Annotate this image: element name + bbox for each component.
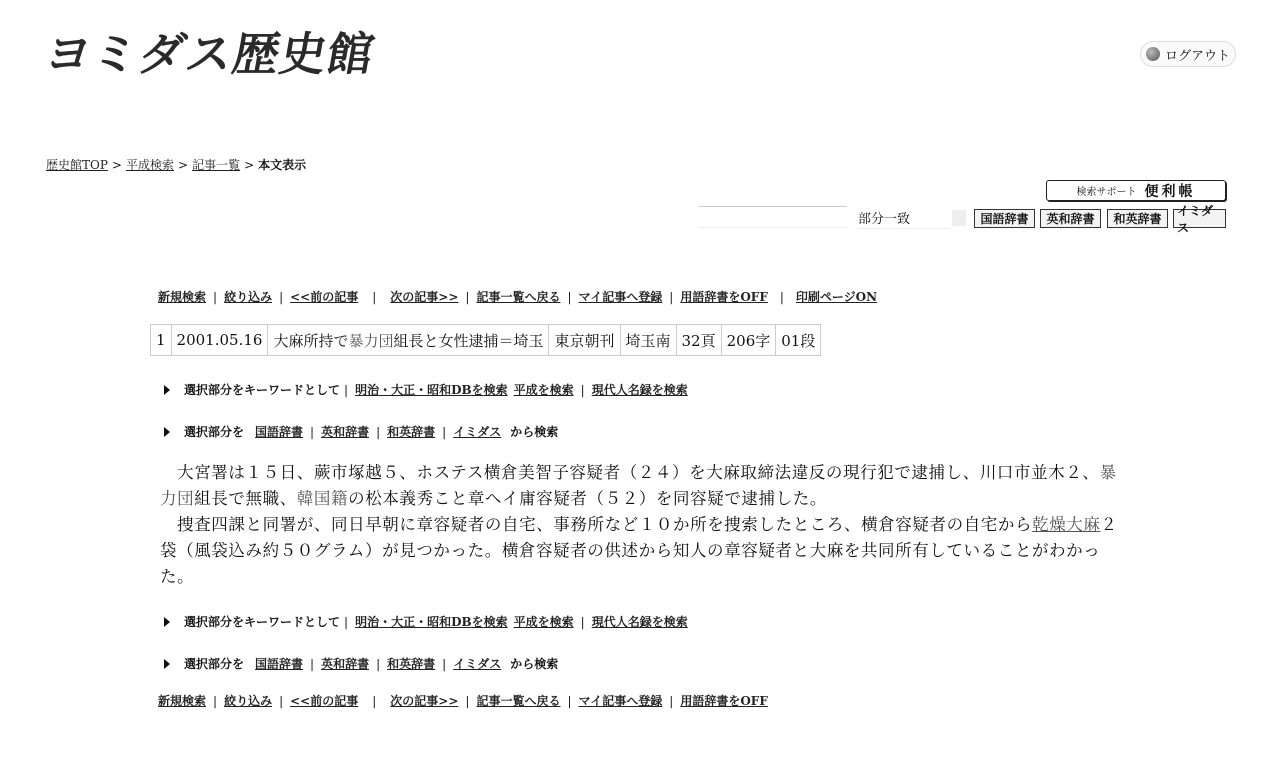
article-edition: 東京朝刊 [549, 325, 620, 356]
highlight-term[interactable]: 暴力団 [348, 331, 394, 350]
match-mode-select[interactable]: 部分一致 [858, 208, 950, 229]
dictionary-search-row: 選択部分を 国語辞書 | 英和辞書 | 和英辞書 | イミダス から検索 [164, 423, 558, 440]
back-to-list-link[interactable]: 記事一覧へ戻る [476, 694, 561, 708]
add-my-article-link[interactable]: マイ記事へ登録 [578, 290, 663, 304]
logout-label: ログアウト [1164, 48, 1230, 64]
eiwa-dictionary-button[interactable]: 英和辞書 [1040, 209, 1101, 228]
dictionary-search-input[interactable] [699, 206, 847, 228]
prev-article-link[interactable]: <<前の記事 [290, 290, 359, 304]
keyword-search-label: 選択部分をキーワードとして [184, 615, 341, 629]
dict-waei-link[interactable]: 和英辞書 [387, 425, 436, 439]
waei-dictionary-button[interactable]: 和英辞書 [1107, 209, 1168, 228]
article-region: 埼玉南 [620, 325, 676, 356]
dictionary-search-row: 選択部分を 国語辞書 | 英和辞書 | 和英辞書 | イミダス から検索 [164, 655, 558, 672]
dict-eiwa-link[interactable]: 英和辞書 [321, 425, 370, 439]
table-row [151, 325, 821, 356]
article-paragraph: 大宮署は１５日、蕨市塚越５、ホステス横倉美智子容疑者（２４）を大麻取締法違反の現行犯で逮捕し、川口市並木２、暴力団組長で無職、韓国籍の松本義秀こと章ヘイ庸容疑者（５２）を同容疑で逮捕した。 [160, 463, 1117, 508]
keyword-search-row: 選択部分をキーワードとして | 明治・大正・昭和DBを検索 平成を検索 | 現代人名録を検索 [164, 381, 691, 398]
article-chars: 206字 [721, 325, 776, 356]
glossary-term-link[interactable]: 乾燥大麻 [1032, 515, 1101, 534]
breadcrumb-current: 本文表示 [258, 158, 307, 172]
triangle-bullet-icon [164, 617, 170, 627]
article-body [160, 460, 1120, 590]
kokugo-dictionary-button[interactable]: 国語辞書 [974, 209, 1035, 228]
dictionary-search-label: 選択部分を [184, 425, 245, 439]
article-nav-bottom: 新規検索 | 絞り込み | <<前の記事 | 次の記事>> | 記事一覧へ戻る | マイ記事へ登録 | 用語辞書をOFF [158, 694, 768, 708]
triangle-bullet-icon [164, 427, 170, 437]
logout-icon [1146, 47, 1160, 61]
print-page-link[interactable]: 印刷ページON [795, 290, 878, 304]
refine-link[interactable]: 絞り込み [224, 694, 273, 708]
add-my-article-link[interactable]: マイ記事へ登録 [578, 694, 663, 708]
search-suffix: から検索 [510, 425, 559, 439]
article-date: 2001.05.16 [171, 325, 268, 356]
breadcrumb [46, 156, 306, 173]
article-info-table [150, 324, 821, 356]
search-suffix: から検索 [510, 657, 559, 671]
dictionary-search-label: 選択部分を [184, 657, 245, 671]
search-heisei-link[interactable]: 平成を検索 [513, 383, 574, 397]
article-page: 32頁 [676, 325, 721, 356]
breadcrumb-article-list[interactable]: 記事一覧 [192, 158, 241, 172]
highlight-term[interactable]: 暴力団 [160, 463, 1117, 508]
site-logo[interactable]: ヨミダス歴史館 [40, 27, 380, 81]
search-support-button[interactable] [1046, 180, 1226, 201]
article-nav-top: 新規検索 | 絞り込み | <<前の記事 | 次の記事>> | 記事一覧へ戻る | マイ記事へ登録 | 用語辞書をOFF | 印刷ページON [158, 290, 878, 304]
search-people-link[interactable]: 現代人名録を検索 [591, 383, 688, 397]
search-people-link[interactable]: 現代人名録を検索 [591, 615, 688, 629]
breadcrumb-separator: > [178, 158, 189, 172]
dict-waei-link[interactable]: 和英辞書 [387, 657, 436, 671]
article-number: 1 [151, 325, 172, 356]
imidas-button[interactable]: イミダス [1173, 209, 1226, 228]
dict-imidas-link[interactable]: イミダス [453, 657, 502, 671]
article-paragraph: 捜査四課と同署が、同日早朝に章容疑者の自宅、事務所など１０か所を捜索したところ、横倉容疑者の自宅から乾燥大麻２袋（風袋込み約５０グラム）が見つかった。横倉容疑者の供述から知人の章容疑者と大麻を共同所有していることがわかった。 [160, 515, 1118, 586]
article-columns: 01段 [776, 325, 821, 356]
breadcrumb-separator: > [244, 158, 255, 172]
next-article-link[interactable]: 次の記事>> [390, 290, 459, 304]
match-mode-dropdown-icon[interactable] [952, 210, 966, 226]
triangle-bullet-icon [164, 385, 170, 395]
search-meiji-db-link[interactable]: 明治・大正・昭和DBを検索 [355, 383, 508, 397]
new-search-link[interactable]: 新規検索 [158, 694, 207, 708]
back-to-list-link[interactable]: 記事一覧へ戻る [476, 290, 561, 304]
glossary-toggle-link[interactable]: 用語辞書をOFF [680, 694, 768, 708]
dict-kokugo-link[interactable]: 国語辞書 [255, 657, 304, 671]
dict-kokugo-link[interactable]: 国語辞書 [255, 425, 304, 439]
dict-imidas-link[interactable]: イミダス [453, 425, 502, 439]
breadcrumb-top[interactable]: 歴史館TOP [46, 158, 108, 172]
breadcrumb-heisei-search[interactable]: 平成検索 [125, 158, 174, 172]
highlight-term[interactable]: 韓国籍 [296, 489, 349, 508]
search-heisei-link[interactable]: 平成を検索 [513, 615, 574, 629]
new-search-link[interactable]: 新規検索 [158, 290, 207, 304]
search-meiji-db-link[interactable]: 明治・大正・昭和DBを検索 [355, 615, 508, 629]
prev-article-link[interactable]: <<前の記事 [290, 694, 359, 708]
support-prefix: 検索サポート [1076, 187, 1137, 198]
article-headline: 大麻所持で暴力団組長と女性逮捕＝埼玉 [268, 325, 549, 356]
dict-eiwa-link[interactable]: 英和辞書 [321, 657, 370, 671]
glossary-toggle-link[interactable]: 用語辞書をOFF [680, 290, 768, 304]
breadcrumb-separator: > [111, 158, 122, 172]
next-article-link[interactable]: 次の記事>> [390, 694, 459, 708]
keyword-search-label: 選択部分をキーワードとして [184, 383, 341, 397]
logout-button[interactable] [1140, 41, 1236, 67]
triangle-bullet-icon [164, 659, 170, 669]
support-title: 便利帳 [1144, 183, 1196, 200]
refine-link[interactable]: 絞り込み [224, 290, 273, 304]
keyword-search-row: 選択部分をキーワードとして | 明治・大正・昭和DBを検索 平成を検索 | 現代人名録を検索 [164, 613, 691, 630]
